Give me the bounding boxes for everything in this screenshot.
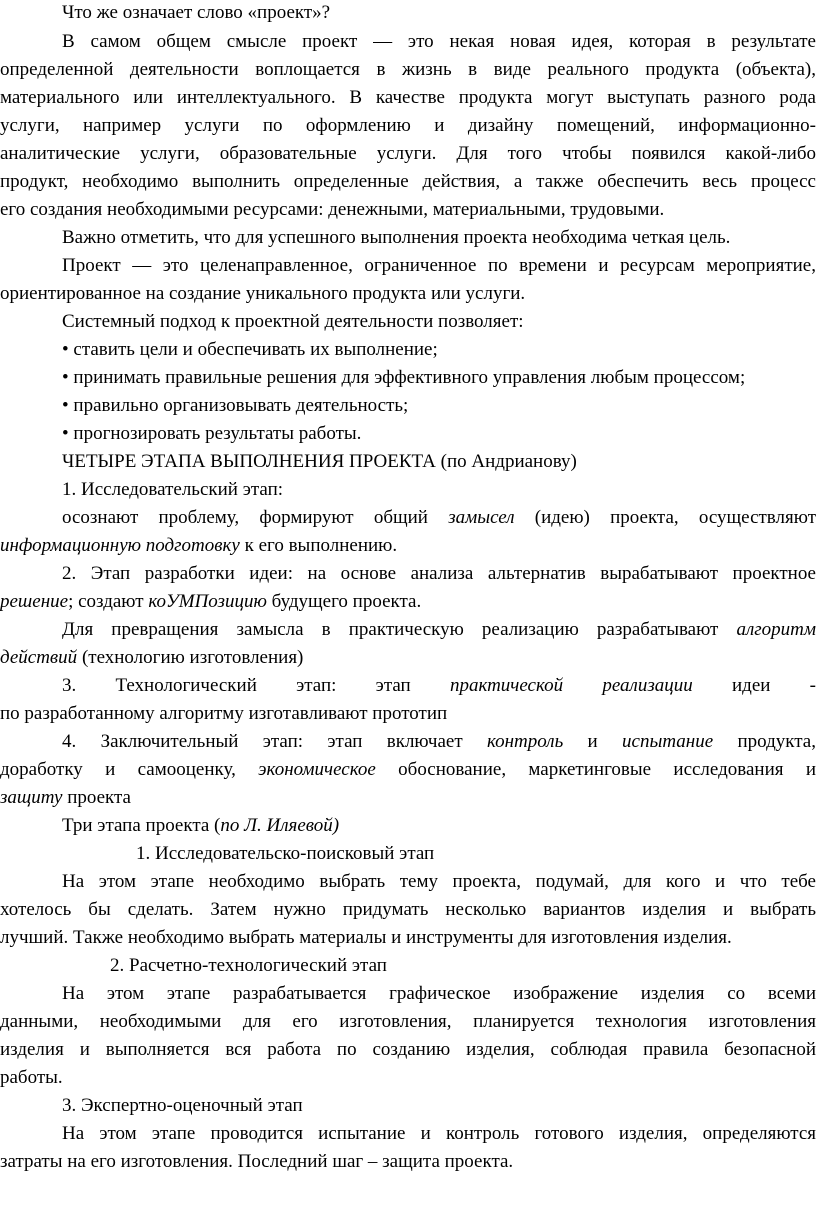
paragraph-line: лучший. Также необходимо выбрать материалы и инструменты для изготовления изделия.	[0, 927, 732, 948]
text-run: будущего проекта.	[266, 591, 422, 612]
list-item: • принимать правильные решения для эффективного управления любым процессом;	[62, 367, 746, 388]
list-item: • прогнозировать результаты работы.	[62, 423, 362, 444]
paragraph-line	[0, 785, 816, 811]
paragraph-line	[0, 673, 816, 699]
italic-term: действий	[0, 647, 78, 668]
paragraph-line: услуги, например услуги по оформлению и дизайну помещений, информационно-	[0, 115, 816, 136]
italic-term: защиту	[0, 787, 63, 808]
italic-term: контроль	[486, 731, 564, 752]
paragraph-line: хотелось бы сделать. Затем нужно придумать несколько вариантов изделия и выбрать	[0, 899, 816, 920]
paragraph-line: по разработанному алгоритму изготавливают прототип	[0, 703, 448, 724]
paragraph-line	[0, 589, 816, 615]
paragraph-line	[0, 505, 816, 531]
italic-term: экономическое	[258, 759, 376, 780]
italic-term: информационную подготовку	[0, 535, 240, 556]
paragraph-line	[0, 757, 816, 783]
italic-term: по Л. Иляевой)	[220, 815, 340, 836]
paragraph-line	[0, 645, 816, 671]
text-run	[563, 675, 602, 696]
paragraph-line: его создания необходимыми ресурсами: денежными, материальными, трудовыми.	[0, 199, 665, 220]
text-run: (технологию изготовления)	[77, 647, 304, 668]
italic-term: решение	[0, 591, 69, 612]
paragraph-line	[0, 729, 816, 755]
stage-title: 3. Экспертно-оценочный этап	[62, 1095, 303, 1116]
paragraph-line: затраты на его изготовления. Последний шаг – защита проекта.	[0, 1151, 514, 1172]
paragraph-line: Важно отметить, что для успешного выполнения проекта необходима четкая цель.	[62, 227, 731, 248]
stage-title: 2. Расчетно-технологический этап	[110, 955, 387, 976]
paragraph-line: На этом этапе проводится испытание и контроль готового изделия, определяются	[62, 1123, 816, 1144]
paragraph-line	[0, 533, 816, 559]
italic-term: испытание	[622, 731, 714, 752]
doc-title: Что же означает слово «проект»?	[62, 2, 331, 23]
paragraph-line: Системный подход к проектной деятельности позволяет:	[62, 311, 524, 332]
paragraph-line: данными, необходимыми для его изготовления, планируется технология изготовления	[0, 1011, 816, 1032]
paragraph-line: материального или интеллектуального. В качестве продукта могут выступать разного рода	[0, 87, 816, 108]
text-run: обоснование, маркетинговые исследования и	[375, 759, 816, 780]
paragraph-line: работы.	[0, 1067, 63, 1088]
italic-term: реализации	[602, 675, 693, 696]
paragraph-line: 2. Этап разработки идеи: на основе анализа альтернатив вырабатывают проектное	[62, 563, 816, 584]
text-run: Для превращения замысла в практическую реализацию разрабатывают	[62, 619, 737, 640]
text-run: (идею) проекта, осуществляют	[514, 507, 816, 528]
list-item: • правильно организовывать деятельность;	[62, 395, 409, 416]
text-run: идеи -	[692, 675, 816, 696]
italic-term: практической	[449, 675, 564, 696]
italic-term: коУМПозицию	[148, 591, 267, 612]
text-run: продукта,	[713, 731, 816, 752]
section-heading: ЧЕТЫРЕ ЭТАПА ВЫПОЛНЕНИЯ ПРОЕКТА (по Андрианову)	[62, 451, 577, 472]
text-run: доработку и самооценку,	[0, 759, 259, 780]
text-run: проекта	[62, 787, 131, 808]
text-run: и	[563, 731, 623, 752]
paragraph-line: На этом этапе разрабатывается графическое изображение изделия со всеми	[62, 983, 816, 1004]
text-run: 3. Технологический этап: этап	[62, 675, 450, 696]
paragraph-line: В самом общем смысле проект — это некая новая идея, которая в результате	[62, 31, 816, 52]
italic-term: замысел	[448, 507, 515, 528]
paragraph-line: аналитические услуги, образовательные услуги. Для того чтобы появился какой-либо	[0, 143, 816, 164]
stage-title: 1. Исследовательский этап:	[62, 479, 284, 500]
stage-title: 1. Исследовательско-поисковый этап	[136, 843, 435, 864]
paragraph-line: ориентированное на создание уникального продукта или услуги.	[0, 283, 526, 304]
section-heading	[0, 813, 816, 839]
paragraph-line: изделия и выполняется вся работа по созданию изделия, соблюдая правила безопасной	[0, 1039, 816, 1060]
paragraph-line	[0, 617, 816, 643]
italic-term: алгоритм	[736, 619, 816, 640]
paragraph-line: определенной деятельности воплощается в жизнь в виде реального продукта (объекта),	[0, 59, 816, 80]
text-run: осознают проблему, формируют общий	[62, 507, 449, 528]
paragraph-line: Проект — это целенаправленное, ограниченное по времени и ресурсам мероприятие,	[62, 255, 816, 276]
text-run: Три этапа проекта (	[62, 815, 221, 836]
list-item: • ставить цели и обеспечивать их выполнение;	[62, 339, 438, 360]
paragraph-line: На этом этапе необходимо выбрать тему проекта, подумай, для кого и что тебе	[62, 871, 816, 892]
text-run: 4. Заключительный этап: этап включает	[62, 731, 487, 752]
text-run: ; создают	[68, 591, 149, 612]
text-run: к его выполнению.	[239, 535, 398, 556]
paragraph-line: продукт, необходимо выполнить определенные действия, а также обеспечить весь процесс	[0, 171, 816, 192]
